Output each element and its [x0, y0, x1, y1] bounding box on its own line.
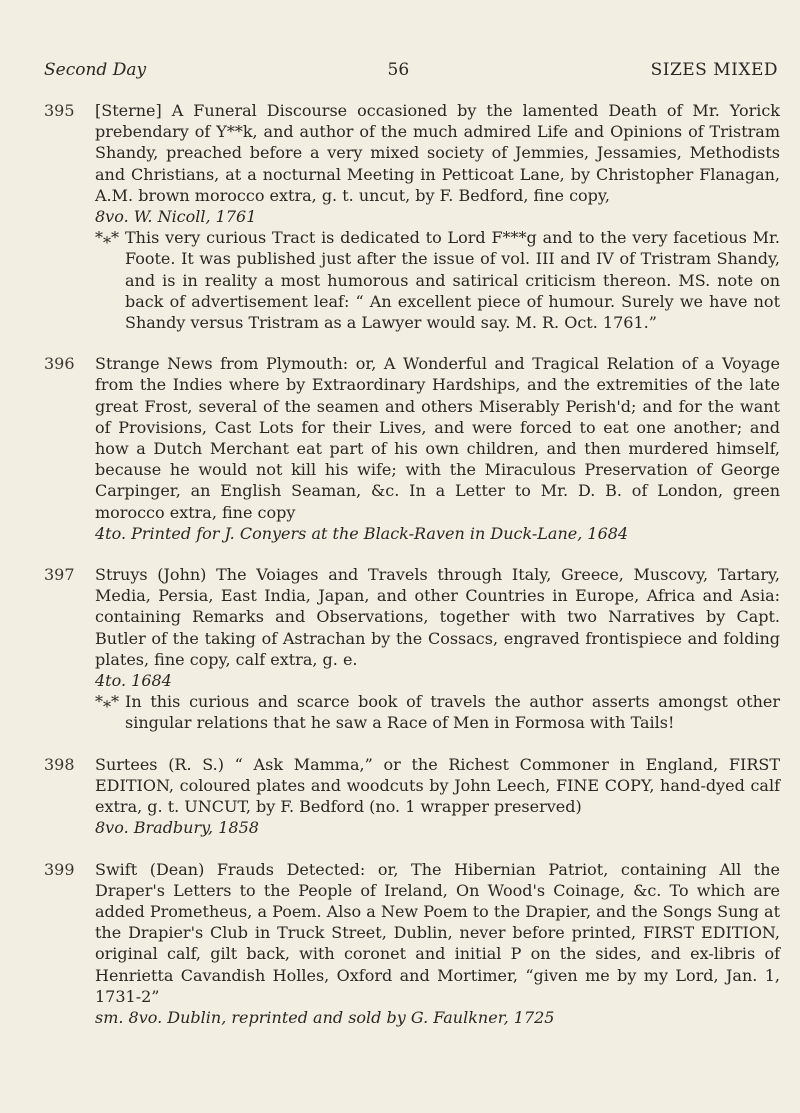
lot-number: 395: [44, 101, 75, 120]
page-number: 56: [387, 60, 410, 80]
lot-description: Struys (John) The Voiages and Travels through Italy, Greece, Muscovy, Tartary, Media, Persia, East India, Japan, and other Countries in Europe, Africa and Asia: containing Remarks and Observations, together with two Narratives by Capt. Butler of the taking of Astrachan by the Cossacs, engraved frontispiece and folding plates, fine copy, calf extra, g. e.: [95, 565, 780, 669]
lot-entry: [44, 859, 780, 1029]
lot-note-text: This very curious Tract is dedicated to Lord F***g and to the very facetious Mr. Foote. It was published just after the issue of vol. III and IV of Tristram Shandy, and is in reality a most humorous and satirical criticism thereon. MS. note on back of advertisement leaf: “ An excellent piece of humour. Surely we have not Shandy versus Tristram as a Lawyer would say. M. R. Oct. 1761.”: [125, 228, 780, 333]
lot-number: 397: [44, 565, 75, 585]
lot-number: 398: [44, 754, 75, 774]
lot-entry: [44, 754, 780, 839]
lot-entry: [44, 353, 780, 544]
lot-note-text: In this curious and scarce book of travels the author asserts amongst other singular relations that he saw a Race of Men in Formosa with Tails!: [125, 692, 780, 733]
lot-imprint: 4to. Printed for J. Conyers at the Black-Raven in Duck-Lane, 1684: [95, 523, 629, 543]
lot-description: Swift (Dean) Frauds Detected: or, The Hibernian Patriot, containing All the Draper's Letters to the People of Ireland, On Wood's Coinage, &c. To which are added Prometheus, a Poem. Also a New Poem to the Drapier, and the Songs Sung at the Drapier's Club in Truck Street, Dublin, never before printed, FIRST EDITION, original calf, gilt back, with coronet and initial P on the sides, and ex-libris of Henrietta Cavandish Holles, Oxford and Mortimer, “given me by my Lord, Jan. 1, 1731-2”: [95, 859, 780, 1006]
lot-description: Surtees (R. S.) “ Ask Mamma,” or the Richest Commoner in England, FIRST EDITION, coloured plates and woodcuts by John Leech, FINE COPY, hand-dyed calf extra, g. t. UNCUT, by F. Bedford (no. 1 wrapper preserved): [95, 754, 780, 817]
lot-description: [Sterne] A Funeral Discourse occasioned by the lamented Death of Mr. Yorick prebendary of Y**k, and author of the much admired Life and Opinions of Tristram Shandy, preached before a very mixed society of Jemmies, Jessamies, Methodists and Christians, at a nocturnal Meeting in Petticoat Lane, by Christopher Flanagan, A.M. brown morocco extra, g. t. uncut, by F. Bedford, fine copy,: [95, 101, 780, 205]
header-section: SIZES MIXED: [650, 60, 778, 80]
lot-number: 399: [44, 859, 75, 879]
lot-entry: [44, 564, 780, 734]
header-day: Second Day: [44, 60, 147, 80]
lot-entry: [44, 100, 780, 333]
lot-imprint: 4to. 1684: [95, 671, 172, 691]
lot-imprint: 8vo. W. Nicoll, 1761: [95, 207, 257, 227]
lot-note: [95, 691, 780, 733]
note-marker: *⁎*: [95, 692, 119, 712]
lot-description: Strange News from Plymouth: or, A Wonderful and Tragical Relation of a Voyage from the Indies where by Extraordinary Hardships, and the extremities of the late great Frost, several of the seamen and others Miserably Perish'd; and for the want of Provisions, Cast Lots for their Lives, and were forced to eat one another; and how a Dutch Merchant eat part of his own children, and then murdered himself, because he would not kill his wife; with the Miraculous Preservation of George Carpinger, an English Seaman, &c. In a Letter to Mr. D. B. of London, green morocco extra, fine copy: [95, 354, 780, 522]
lot-imprint: 8vo. Bradbury, 1858: [95, 818, 259, 838]
page-header: [44, 60, 778, 80]
lot-number: 396: [44, 354, 75, 374]
lot-note: [95, 227, 780, 333]
note-marker: *⁎*: [95, 228, 119, 248]
lot-list: [44, 100, 780, 1048]
lot-imprint: sm. 8vo. Dublin, reprinted and sold by G. Faulkner, 1725: [95, 1007, 555, 1027]
